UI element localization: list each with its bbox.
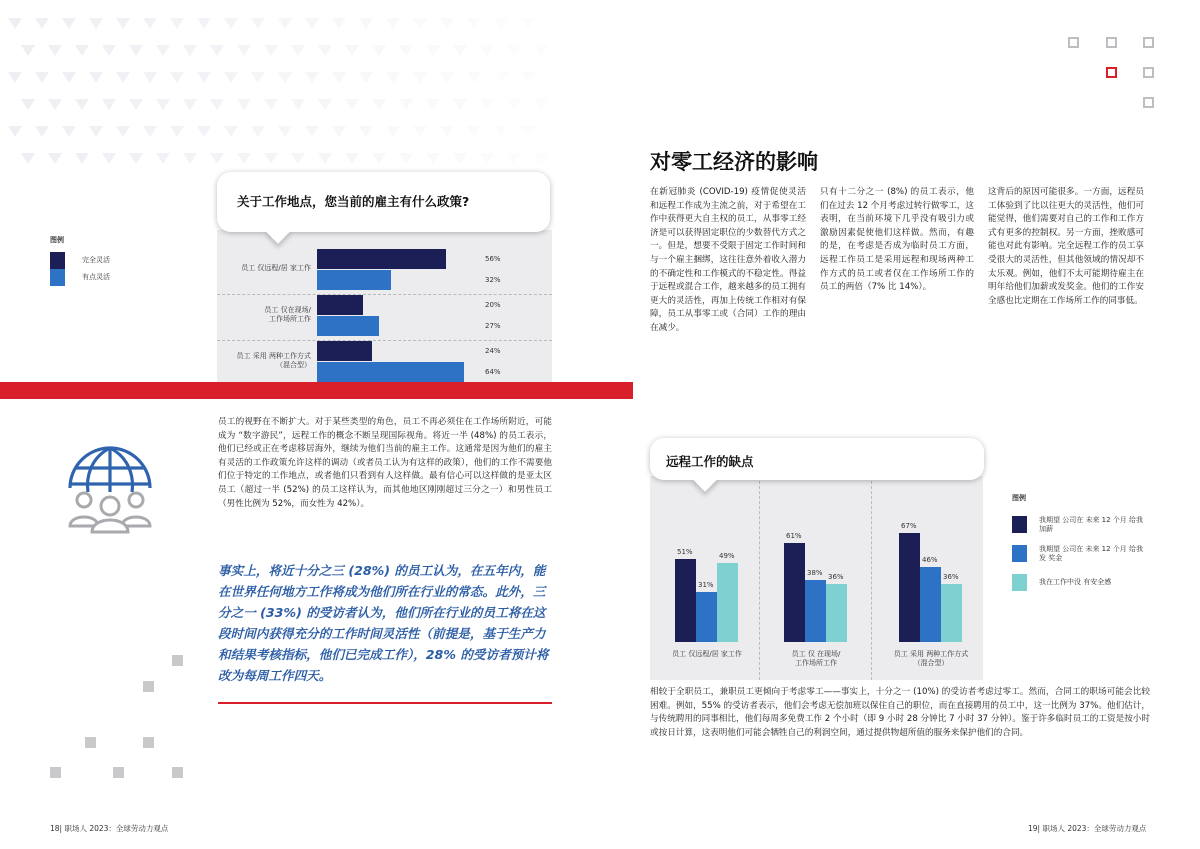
decorative-triangle [183,99,197,110]
right-chart-category-label: 员工 仅远程/居 家工作 [672,650,742,658]
bar-fully-flexible [317,295,363,315]
decorative-square [85,737,96,748]
decorative-triangle [386,18,400,29]
decorative-triangle [170,18,184,29]
bar-raise [784,543,805,642]
decorative-triangle [197,18,211,29]
decorative-square [1106,37,1117,48]
bar-bonus [920,567,941,642]
decorative-triangle [399,153,413,164]
decorative-triangle [156,99,170,110]
decorative-triangle [507,99,521,110]
decorative-triangle [210,153,224,164]
decorative-triangle [75,153,89,164]
bar-somewhat-flexible [317,316,379,336]
left-chart-title-bubble [217,172,550,232]
bar-insecure [826,584,847,642]
decorative-triangle [237,45,251,56]
right-chart-category-label: 员工 采用 两种工作方式 （混合型） [893,650,969,667]
decorative-triangle [332,18,346,29]
decorative-triangle [291,153,305,164]
decorative-triangle [440,126,454,137]
right-chart-bars [650,476,983,680]
decorative-triangle [75,99,89,110]
decorative-triangle [21,153,35,164]
left-body-text: 员工的视野在不断扩大。对于某些类型的角色，员工不再必须住在工作场所附近，可能成为 “数字游民”，远程工作的概念不断呈现国际视角。将近一半 (48%) 的员工表示，他们已经或正在考虑移居海外，继续为他们当前的雇主工作。这通常是因为他们的雇主有灵活的工作政策允许这样的调动（或者员工认为有这样的政策），他们的工作不需要他们位于特定的工作地点，或者他们只看到有人这样做。最有信心可以这样做的是亚太区员工（超过一半 (52%) 的员工这样认为，而其他地区刚刚超过三分之一）和男性员工（男性比例为 52%，而女性为 42%）。 [218,417,552,509]
red-divider-band [0,382,633,399]
decorative-triangle [494,126,508,137]
footer-right: 19| 职场人 2023：全球劳动力观点 [1028,824,1147,833]
decorative-square [172,655,183,666]
decorative-triangle [372,99,386,110]
bar-value-label: 20% [485,301,501,309]
decorative-triangle [62,18,76,29]
decorative-triangle [372,45,386,56]
decorative-triangle [332,72,346,83]
decorative-triangle [197,126,211,137]
bar-fully-flexible [317,249,446,269]
decorative-triangle [291,99,305,110]
decorative-triangle [251,72,265,83]
decorative-triangle [413,18,427,29]
bar-insecure [941,584,962,642]
decorative-triangle [453,99,467,110]
decorative-triangle [48,99,62,110]
decorative-triangle [453,45,467,56]
right-bottom-text: 相较于全职员工，兼职员工更倾向于考虑零工——事实上，十分之一 (10%) 的受访者考虑过零工。然而，合同工的职场可能会比较困难。例如，55% 的受访者表示，他们会考虑无偿加班以保住自己的职位，而在直接聘用的员工中，这一比例为 37%。他们估计，与传统聘用的同事相比，他们每周多免费工作 2 个小时（即 9 小时 28 分钟比 7 小时 37 分钟）。鉴于许多临时员工的工资是按小时或按日计算，这表明他们可能会牺牲自己的利润空间，通过提供物超所值的服务来保护他们的合同。 [650,687,1150,738]
decorative-triangle [143,126,157,137]
bar-raise [675,559,696,642]
left-chart-category-label: 员工 仅在现场/ 工作场所工作 [264,306,311,323]
decorative-triangle [305,126,319,137]
footer-left: 18| 职场人 2023：全球劳动力观点 [50,824,169,833]
decorative-triangle [521,72,535,83]
bar-value-label: 61% [786,532,802,541]
bar-value-label: 36% [828,572,844,581]
decorative-triangle [89,18,103,29]
decorative-triangle [237,153,251,164]
decorative-triangle [8,18,22,29]
decorative-triangle [440,72,454,83]
decorative-triangle [534,45,548,56]
decorative-triangle [426,45,440,56]
decorative-triangle [534,99,548,110]
decorative-square [172,767,183,778]
decorative-triangle [183,153,197,164]
legend-swatch-insecure [1012,574,1027,591]
decorative-triangle [35,18,49,29]
decorative-triangle [386,72,400,83]
decorative-triangle [345,99,359,110]
bar-somewhat-flexible [317,270,391,290]
decorative-square [1143,67,1154,78]
decorative-triangle [264,153,278,164]
decorative-triangle [129,45,143,56]
legend-label-bonus: 我期望 公司在 未来 12 个月 给我发 奖金 [1039,545,1144,562]
decorative-triangle [21,45,35,56]
decorative-triangle [467,18,481,29]
decorative-triangle [102,45,116,56]
decorative-triangle [116,18,130,29]
decorative-triangle [359,126,373,137]
left-pull-quote: 事实上，将近十分之三 (28%) 的员工认为，在五年内，能在世界任何地方工作将成为他们所在行业的常态。此外，三分之一 (33%) 的受访者认为，他们所在行业的员工将在这段时间内获得充分的工作时间灵活性（前提是，基于生产力和结果考核指标，他们已完成工作），28% 的受访者预计将改为每周工作四天。 [218,563,549,683]
bar-value-label: 51% [677,548,693,557]
decorative-triangle [426,99,440,110]
decorative-triangle [278,18,292,29]
decorative-triangle [210,45,224,56]
decorative-square [113,767,124,778]
bar-value-label: 27% [485,322,501,330]
decorative-triangle [318,153,332,164]
decorative-triangle [413,72,427,83]
right-chart-title-bubble [650,438,984,480]
decorative-triangle [399,45,413,56]
right-legend-title: 图例 [1012,494,1026,502]
decorative-triangle [305,18,319,29]
left-chart-title: 关于工作地点，您当前的雇主有什么政策? [237,194,470,209]
decorative-triangle [62,126,76,137]
decorative-triangle [143,72,157,83]
bar-value-label: 31% [698,580,714,589]
decorative-triangle [521,18,535,29]
right-chart-title: 远程工作的缺点 [666,454,754,469]
decorative-square [1068,37,1079,48]
legend-label-somewhat: 有点灵活 [82,273,110,281]
decorative-triangle [305,72,319,83]
bar-value-label: 32% [485,276,501,284]
decorative-triangle [372,153,386,164]
bar-value-label: 38% [807,569,823,578]
bar-value-label: 49% [719,551,735,560]
decorative-triangle [210,99,224,110]
left-chart-category-label: 员工 采用 两种工作方式 （混合型） [236,352,311,369]
decorative-triangle [318,99,332,110]
decorative-triangle-pattern [0,0,560,190]
decorative-triangle [48,45,62,56]
decorative-triangle [264,99,278,110]
decorative-triangle [224,72,238,83]
legend-swatch-bonus [1012,545,1027,562]
bar-somewhat-flexible [317,362,464,382]
decorative-triangle [129,99,143,110]
decorative-triangle [318,45,332,56]
globe-people-icon [60,440,160,535]
decorative-triangle [345,45,359,56]
right-legend [1012,494,1162,604]
decorative-triangle [386,126,400,137]
bar-value-label: 64% [485,368,501,376]
legend-label-insecure: 我在工作中没 有安全感 [1039,578,1112,586]
legend-swatch-somewhat [50,269,65,286]
bar-bonus [805,580,826,642]
decorative-triangle [345,153,359,164]
left-legend [50,236,170,296]
decorative-triangle [291,45,305,56]
decorative-triangle [264,45,278,56]
decorative-triangle [62,72,76,83]
decorative-triangle [332,126,346,137]
quote-underline [218,702,552,704]
bar-insecure [717,563,738,642]
decorative-triangle [224,18,238,29]
decorative-triangle [75,45,89,56]
decorative-triangle [143,18,157,29]
decorative-square [1143,97,1154,108]
decorative-triangle [170,126,184,137]
decorative-triangle [183,45,197,56]
bar-raise [899,533,920,642]
decorative-triangle [21,99,35,110]
decorative-triangle [35,126,49,137]
decorative-triangle [170,72,184,83]
decorative-triangle [480,99,494,110]
decorative-triangle [197,72,211,83]
decorative-square [50,767,61,778]
decorative-triangle [251,18,265,29]
decorative-triangle [8,72,22,83]
decorative-triangle [8,126,22,137]
decorative-triangle [278,126,292,137]
decorative-triangle [507,45,521,56]
decorative-square [143,737,154,748]
legend-swatch-raise [1012,516,1027,533]
decorative-triangle [413,126,427,137]
bar-value-label: 56% [485,255,501,263]
left-legend-title: 图例 [50,236,64,244]
bar-value-label: 36% [943,572,959,581]
right-column-2: 只有十二分之一 (8%) 的员工表示，他们在过去 12 个月考虑过转行做零工，这表明，在当前环境下几乎没有吸引力或激励因素促使他们这样做。然而，有趣的是，在考虑是否成为临时员工方面，远程工作员工是采用远程和现场两种工作方式的员工或者仅在工作场所工作的员工的两倍（7% 比 14%）。 [820,187,974,293]
bar-fully-flexible [317,341,372,361]
decorative-triangle [129,153,143,164]
decorative-square [143,681,154,692]
decorative-triangle [399,99,413,110]
bar-value-label: 46% [922,556,938,565]
right-column-1: 在新冠肺炎 (COVID-19) 疫情促使灵活和远程工作成为主流之前，对于希望在工作中获得更大自主权的员工，从事零工经济是可以获得固定职位的少数替代方式之一。但是，想要不受限于固定工作时间和与一个雇主捆绑，这往往意外着收入潜力的不确定性和工作模式的不稳定性。得益于远程或混合工作，越来越多的员工拥有更大的灵活性，再加上传统工作相对有保障，员工从事零工或（合同）工作的理由在减少。 [650,187,806,333]
decorative-triangle [426,153,440,164]
decorative-square-red [1106,67,1117,78]
left-chart-bars [217,230,552,382]
decorative-triangle [440,18,454,29]
decorative-square [1143,37,1154,48]
decorative-triangle [359,72,373,83]
decorative-triangle [453,153,467,164]
legend-label-fully: 完全灵活 [82,256,110,264]
bar-bonus [696,592,717,642]
decorative-triangle [507,153,521,164]
right-column-3: 这背后的原因可能很多。一方面，远程员工体验到了比以往更大的灵活性，他们可能觉得，他们需要对自己的工作和工作方式有更多的控制权。另一方面，挫败感可能也对此有影响。完全远程工作的员工享受很大的灵活性，但其他领域的情况却不太乐观。例如，他们不太可能期待雇主在明年给他们加薪或发奖金。他们的工作安全感也比定期在工作场所工作的同事低。 [988,187,1144,306]
decorative-triangle [156,153,170,164]
decorative-triangle [102,99,116,110]
legend-swatch-fully [50,252,65,269]
decorative-triangle [467,126,481,137]
bar-value-label: 67% [901,522,917,531]
decorative-triangle [278,72,292,83]
decorative-triangle [35,72,49,83]
decorative-triangle [494,72,508,83]
right-chart-category-label: 员工 仅 在现场/ 工作场所工作 [791,650,841,667]
decorative-triangle [156,45,170,56]
legend-label-raise: 我期望 公司在 未来 12 个月 给我加薪 [1039,516,1144,533]
decorative-triangle [480,153,494,164]
decorative-triangle [116,72,130,83]
left-chart-category-label: 员工 仅远程/居 家工作 [241,264,311,272]
decorative-triangle [89,72,103,83]
decorative-triangle [494,18,508,29]
decorative-triangle [467,72,481,83]
decorative-triangle [116,126,130,137]
decorative-triangle [251,126,265,137]
decorative-triangle [237,99,251,110]
decorative-triangle [534,153,548,164]
decorative-triangle [102,153,116,164]
decorative-triangle [521,126,535,137]
right-heading: 对零工经济的影响 [650,150,818,174]
bar-value-label: 24% [485,347,501,355]
decorative-triangle [359,18,373,29]
decorative-triangle [224,126,238,137]
decorative-triangle [480,45,494,56]
decorative-triangle [89,126,103,137]
decorative-triangle [48,153,62,164]
